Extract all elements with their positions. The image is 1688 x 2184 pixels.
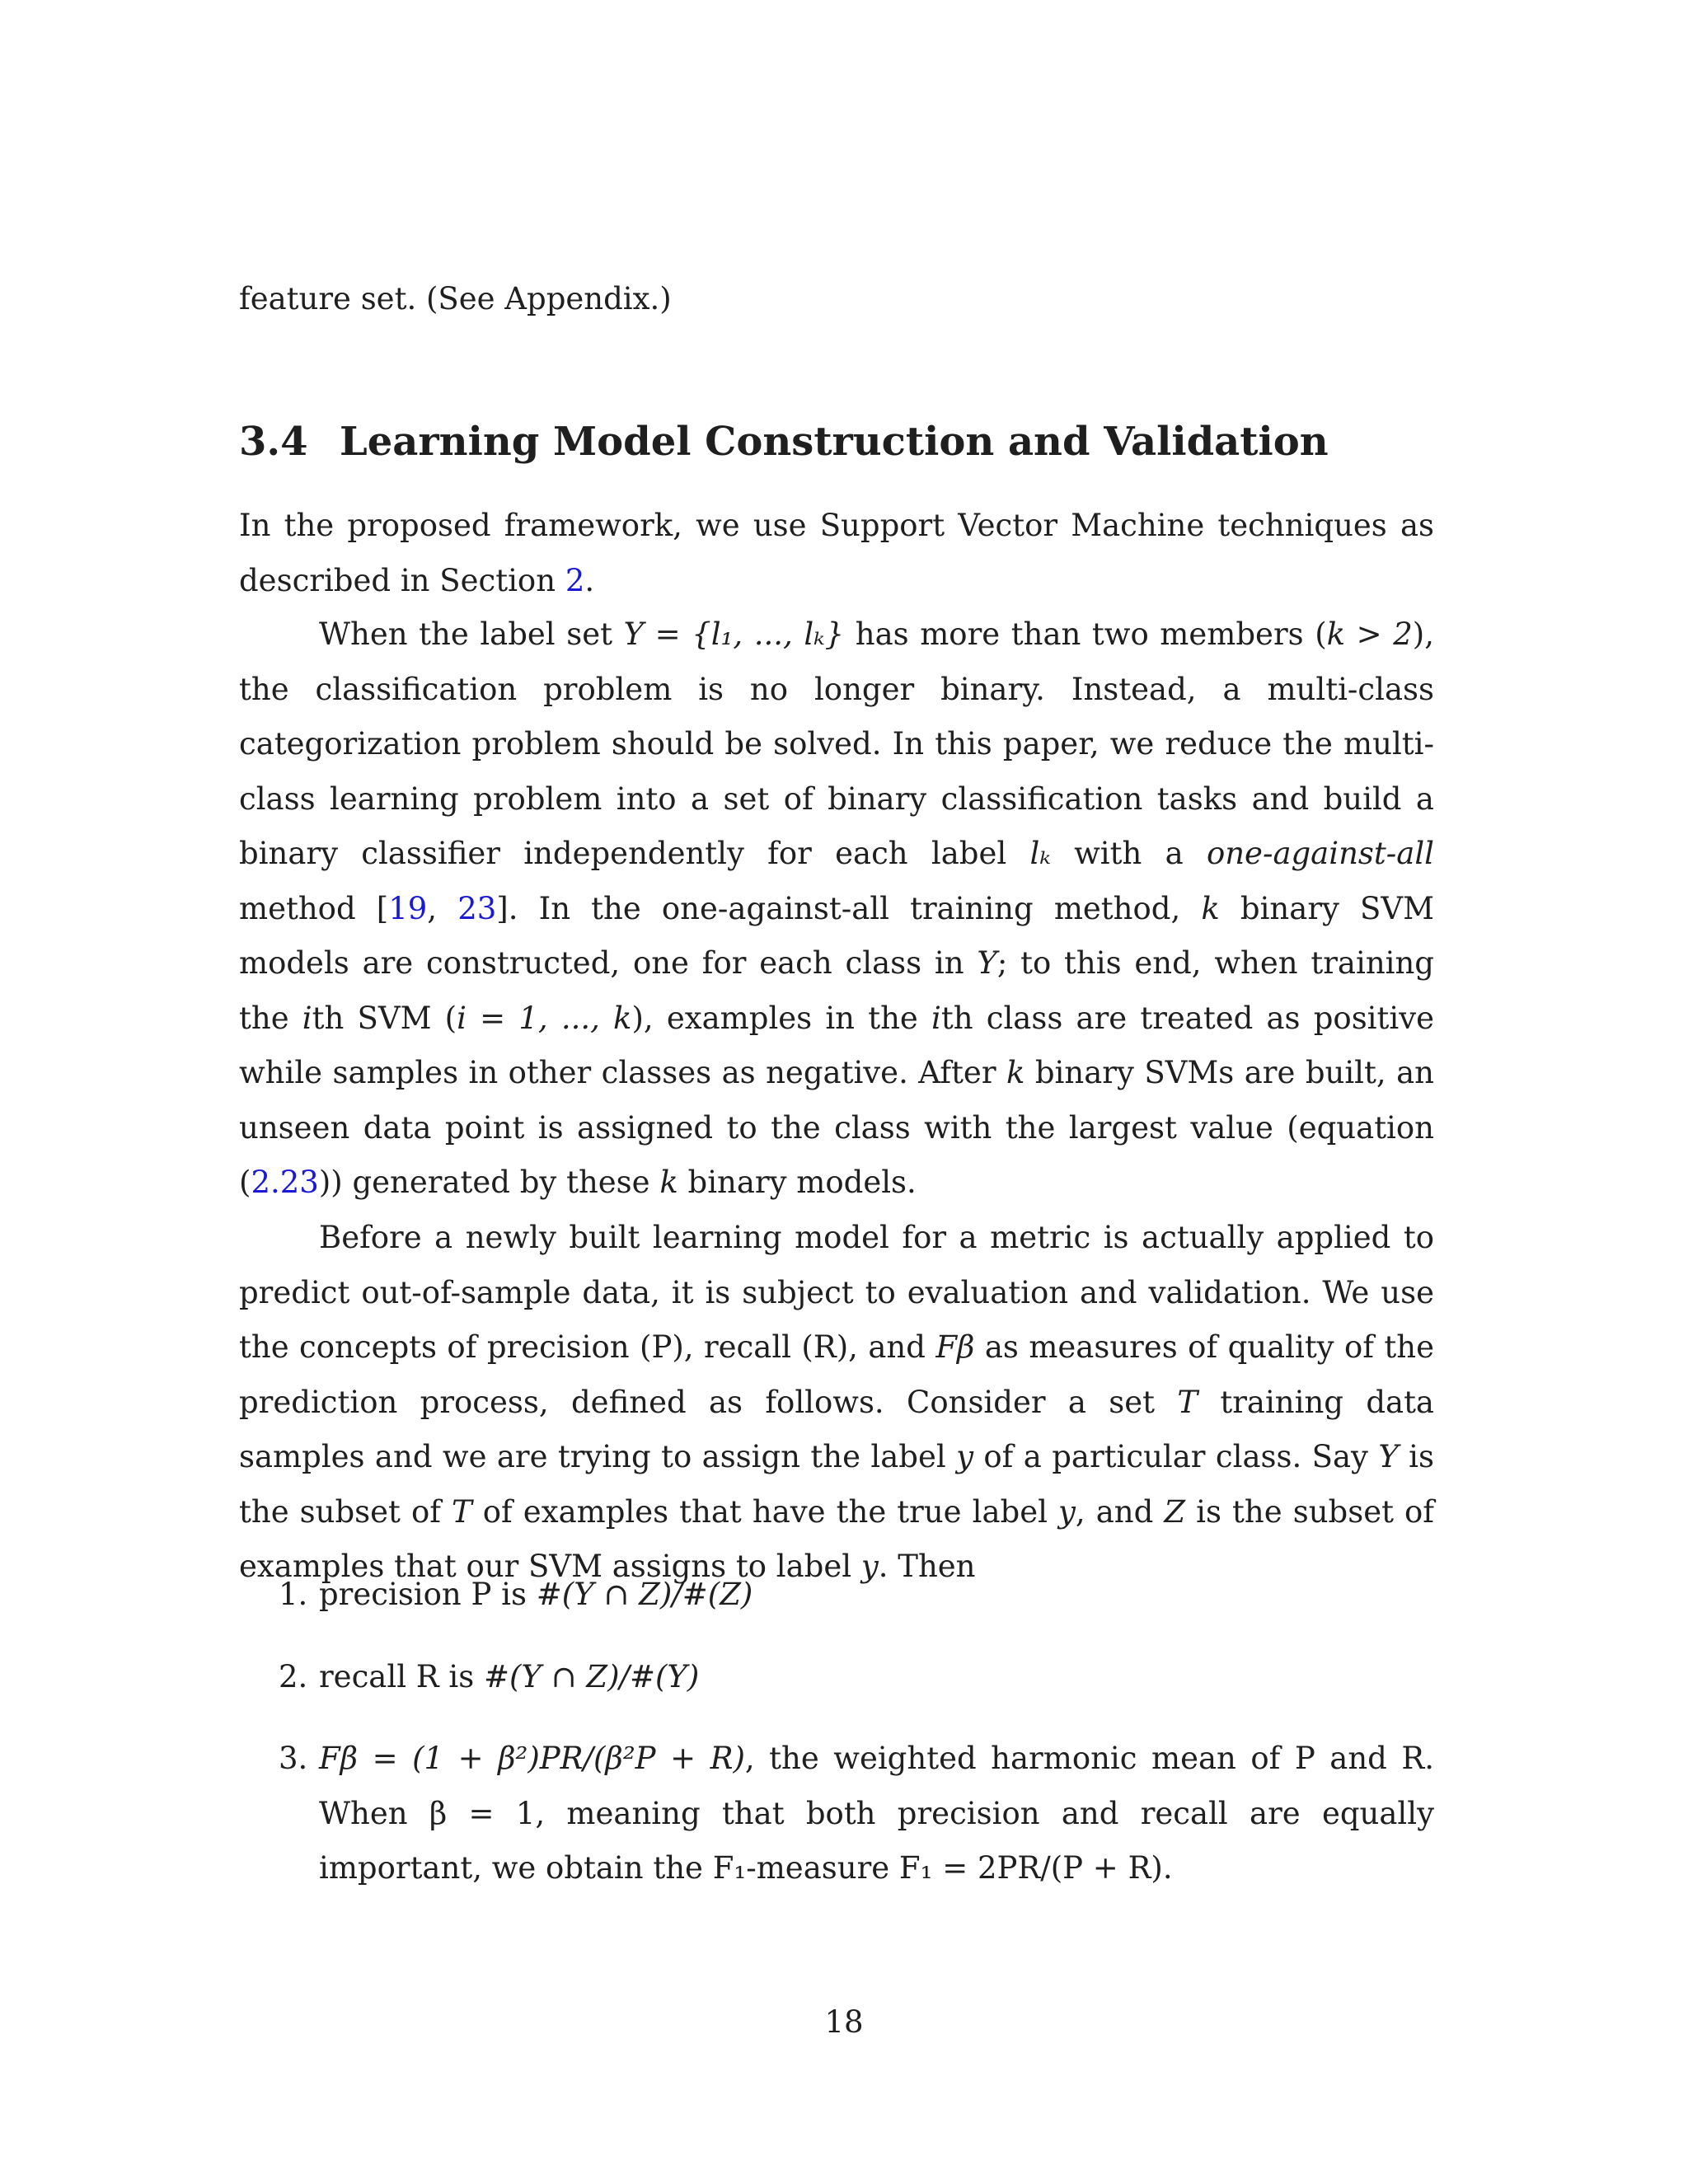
citation-link-23[interactable]: 23	[457, 890, 497, 926]
top-fragment: feature set. (See Appendix.)	[239, 281, 672, 316]
equation-link[interactable]: 2.23	[251, 1165, 319, 1200]
paragraph-validation: Before a newly built learning model for a metric is actually applied to predict out-of-sample data, it is subject to evaluation and validation. We use the concepts of precision (P), recall (R), and Fβ as measures of quality of the prediction process, defined as follows. Consider a set T training data samples and we are trying to assign the label y of a particular class. Say Y is the subset of T of examples that have the true label y, and Z is the subset of examples that our SVM assigns to label y. Then	[239, 1220, 1435, 1584]
list-item: 1. precision P is #(Y ∩ Z)/#(Z)	[279, 1577, 753, 1612]
section-title: Learning Model Construction and Validation	[340, 419, 1329, 465]
list-item: 2. recall R is #(Y ∩ Z)/#(Y)	[279, 1658, 700, 1694]
section-number: 3.4	[239, 419, 308, 465]
section-link[interactable]: 2	[565, 562, 585, 598]
list-item: 3. Fβ = (1 + β²)PR/(β²P + R), the weighted harmonic mean of P and R. When β = 1, meaning that both precision and recall are equally important, we obtain the F₁-measure F₁ = 2PR/(P + R).	[279, 1741, 1435, 1886]
metrics-list	[239, 1568, 1434, 1896]
paragraph-intro: In the proposed framework, we use Support Vector Machine techniques as described in Section 2.	[239, 508, 1434, 598]
emphasis-one-against-all: one-against-all	[1206, 836, 1434, 871]
citation-link-19[interactable]: 19	[388, 890, 428, 926]
paragraph-multiclass: When the label set Y = {l₁, ..., lₖ} has more than two members (k > 2), the classification problem is no longer binary. Instead, a multi-class categorization problem should be solved. In this paper, we reduce the multi-class learning problem into a set of binary classification tasks and build a binary classifier independently for each label lₖ with a one-against-all method [19, 23]. In the one-against-all training method, k binary SVM models are constructed, one for each class in Y; to this end, when training the ith SVM (i = 1, ..., k), examples in the ith class are treated as positive while samples in other classes as negative. After k binary SVMs are built, an unseen data point is assigned to the class with the largest value (equation (2.23)) generated by these k binary models.	[239, 616, 1435, 1200]
section-heading	[239, 419, 1329, 465]
page-number: 18	[824, 2004, 864, 2040]
